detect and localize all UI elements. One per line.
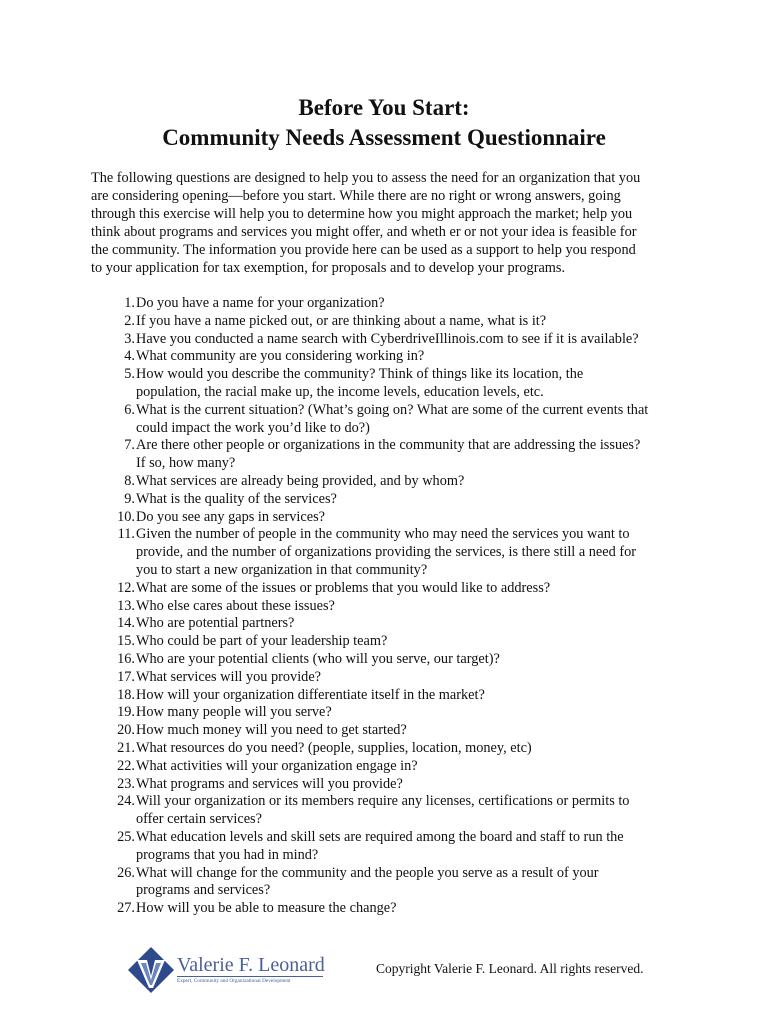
question-item (91, 633, 691, 651)
question-text: Who are your potential clients (who will you serve, our target)? (136, 650, 500, 667)
question-number: 24. (117, 793, 135, 810)
question-number: 10. (117, 508, 135, 525)
question-item (91, 437, 691, 473)
intro-line: are considering opening—before you start. While there are no right or wrong answers, going (91, 188, 621, 204)
question-number: 9. (124, 490, 135, 507)
question-item (91, 615, 691, 633)
question-number: 27. (117, 900, 135, 917)
question-text: Who else cares about these issues? (136, 597, 335, 614)
question-item (91, 473, 691, 491)
question-number: 1. (124, 295, 135, 311)
page-subtitle: Community Needs Assessment Questionnaire (162, 125, 606, 150)
logo-tagline: Expert, Community and Organizational Development (177, 978, 291, 984)
intro-paragraph (91, 169, 681, 277)
question-number: 2. (124, 312, 135, 329)
question-text: Who could be part of your leadership team? (136, 633, 388, 650)
question-text: Are there other people or organizations in the community that are addressing the issues? If so, how many? (136, 437, 641, 472)
question-item (91, 598, 691, 616)
intro-line: The following questions are designed to help you to assess the need for an organization that you (91, 170, 641, 186)
question-text: How will you be able to measure the change? (136, 900, 397, 917)
question-text: What community are you considering working in? (136, 348, 425, 365)
question-text: How much money will you need to get started? (136, 722, 407, 739)
question-text: What is the current situation? (What’s going on? What are some of the current events that could impact the work you’d like to do?) (136, 401, 649, 436)
question-number: 13. (117, 597, 135, 614)
question-number: 16. (117, 650, 135, 667)
questions-list (91, 295, 691, 918)
question-number: 12. (117, 579, 135, 596)
question-text: Who are potential partners? (136, 615, 295, 632)
copyright-notice: Copyright Valerie F. Leonard. All rights reserved. (376, 961, 644, 976)
intro-line: through this exercise will help you to determine how you might approach the market; help you (91, 206, 633, 222)
question-text: What services will you provide? (136, 668, 322, 685)
page-title: Before You Start: (298, 95, 470, 120)
question-item (91, 295, 691, 313)
question-number: 7. (124, 437, 135, 454)
intro-line: to your application for tax exemption, for proposals and to develop your programs. (91, 260, 566, 276)
question-text: What activities will your organization engage in? (136, 757, 418, 774)
question-number: 3. (124, 330, 135, 347)
question-number: 17. (117, 668, 135, 685)
question-text: What programs and services will you provide? (136, 775, 403, 792)
question-number: 25. (117, 828, 135, 845)
question-number: 15. (117, 633, 135, 650)
question-item (91, 758, 691, 776)
question-item (91, 402, 691, 438)
question-text: Given the number of people in the community who may need the services you want to provide, and the number of organizations providing the services, is there still a need for you to start a new organization in that community? (136, 526, 636, 578)
footer-logo (127, 944, 327, 994)
question-number: 20. (117, 722, 135, 739)
question-text: How would you describe the community? Think of things like its location, the population, the racial make up, the income levels, education levels, etc. (136, 366, 584, 400)
question-item (91, 740, 691, 758)
question-item (91, 651, 691, 669)
intro-line: the community. The information you provide here can be used as a support to help you respond (91, 242, 636, 258)
question-item (91, 829, 691, 865)
question-number: 6. (124, 401, 135, 418)
question-text: What resources do you need? (people, supplies, location, money, etc) (136, 739, 532, 756)
question-number: 23. (117, 775, 135, 792)
question-text: How many people will you serve? (136, 704, 332, 721)
question-text: What will change for the community and the people you serve as a result of your programs and services? (136, 864, 599, 899)
question-item (91, 491, 691, 509)
question-item (91, 509, 691, 527)
question-text: What are some of the issues or problems that you would like to address? (136, 579, 551, 596)
question-item (91, 776, 691, 794)
question-number: 14. (117, 615, 135, 632)
question-item (91, 900, 691, 918)
question-text: What is the quality of the services? (136, 490, 337, 507)
diamond-v-logo-icon (127, 946, 175, 994)
question-text: How will your organization differentiate itself in the market? (136, 686, 485, 703)
question-number: 21. (117, 739, 135, 756)
question-number: 26. (117, 864, 135, 881)
question-text: What services are already being provided, and by whom? (136, 472, 465, 489)
question-item (91, 704, 691, 722)
question-text: Will your organization or its members require any licenses, certifications or permits to offer certain services? (136, 793, 630, 828)
question-text: What education levels and skill sets are required among the board and staff to run the programs that you had in mind? (136, 828, 624, 863)
question-item (91, 669, 691, 687)
question-number: 11. (117, 526, 135, 543)
question-item (91, 366, 691, 402)
question-item (91, 865, 691, 901)
question-text: Do you see any gaps in services? (136, 508, 325, 525)
question-number: 22. (117, 757, 135, 774)
question-item (91, 687, 691, 705)
question-item (91, 331, 691, 349)
intro-line: think about programs and services you might offer, and wheth er or not your idea is feasible for (91, 224, 637, 240)
question-number: 8. (124, 472, 135, 489)
question-item (91, 526, 691, 579)
question-number: 4. (124, 348, 135, 365)
question-item (91, 348, 691, 366)
question-number: 19. (117, 704, 135, 721)
question-item (91, 313, 691, 331)
question-text: If you have a name picked out, or are thinking about a name, what is it? (136, 312, 547, 329)
question-item (91, 580, 691, 598)
question-number: 5. (124, 366, 135, 383)
question-text: Do you have a name for your organization? (136, 295, 385, 311)
question-item (91, 793, 691, 829)
question-item (91, 722, 691, 740)
question-number: 18. (117, 686, 135, 703)
logo-name: Valerie F. Leonard (177, 954, 325, 976)
logo-divider (177, 976, 323, 977)
question-text: Have you conducted a name search with CyberdriveIllinois.com to see if it is available? (136, 330, 639, 347)
